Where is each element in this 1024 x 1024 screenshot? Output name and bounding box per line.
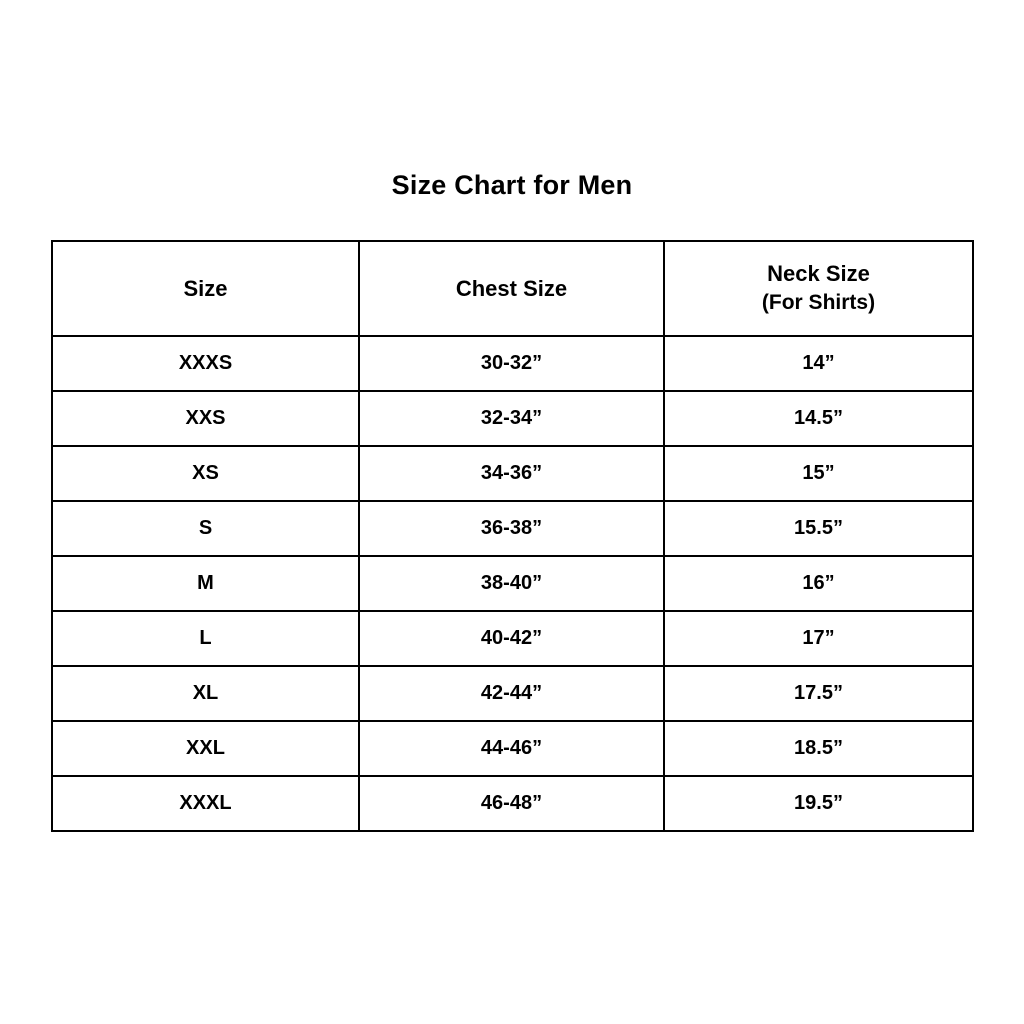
table-header-row (52, 241, 973, 336)
cell-size: XXXL (52, 776, 359, 831)
cell-neck: 16” (664, 556, 973, 611)
cell-neck: 15” (664, 446, 973, 501)
page-title: Size Chart for Men (391, 170, 633, 200)
cell-neck: 14” (664, 336, 973, 391)
cell-chest: 42-44” (359, 666, 664, 721)
cell-neck: 18.5” (664, 721, 973, 776)
cell-size: XS (52, 446, 359, 501)
cell-chest: 46-48” (359, 776, 664, 831)
table-row (52, 391, 973, 446)
cell-neck: 14.5” (664, 391, 973, 446)
cell-chest: 32-34” (359, 391, 664, 446)
cell-size: L (52, 611, 359, 666)
cell-size: XXL (52, 721, 359, 776)
cell-chest: 34-36” (359, 446, 664, 501)
cell-neck: 19.5” (664, 776, 973, 831)
column-header-size: Size (52, 241, 359, 336)
cell-size: XL (52, 666, 359, 721)
table-row (52, 611, 973, 666)
cell-chest: 38-40” (359, 556, 664, 611)
cell-size: XXXS (52, 336, 359, 391)
table-row (52, 556, 973, 611)
cell-size: M (52, 556, 359, 611)
table-row (52, 776, 973, 831)
cell-chest: 30-32” (359, 336, 664, 391)
table-header (52, 241, 973, 336)
table-row (52, 666, 973, 721)
cell-chest: 36-38” (359, 501, 664, 556)
cell-neck: 17” (664, 611, 973, 666)
table-row (52, 721, 973, 776)
size-chart-table (51, 240, 974, 832)
table-row (52, 446, 973, 501)
column-header-neck-sublabel: (For Shirts) (761, 291, 876, 315)
column-header-neck (664, 241, 973, 336)
cell-neck: 15.5” (664, 501, 973, 556)
table-body (52, 336, 973, 831)
cell-chest: 40-42” (359, 611, 664, 666)
cell-size: XXS (52, 391, 359, 446)
column-header-neck-label: Neck Size (767, 261, 870, 287)
table-row (52, 336, 973, 391)
table-row (52, 501, 973, 556)
cell-chest: 44-46” (359, 721, 664, 776)
cell-size: S (52, 501, 359, 556)
cell-neck: 17.5” (664, 666, 973, 721)
column-header-chest: Chest Size (359, 241, 664, 336)
